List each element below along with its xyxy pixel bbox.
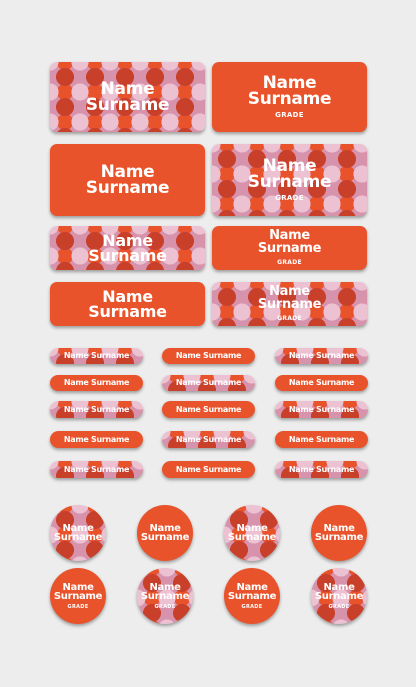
slim-label-22 — [162, 461, 255, 478]
label-surname: Surname — [53, 591, 103, 602]
label-name: Name — [149, 581, 181, 593]
label-name: Name — [100, 161, 155, 182]
name-label-1 — [50, 62, 205, 132]
slim-label-18 — [50, 431, 143, 448]
slim-label-10 — [162, 348, 255, 364]
label-surname: Surname — [314, 532, 364, 543]
label-name: Name — [236, 522, 268, 534]
label-full-name: Name Surname — [288, 378, 355, 388]
label-name: Name — [323, 522, 355, 534]
label-surname: Surname — [85, 178, 170, 198]
label-grade: GRADE — [328, 603, 350, 610]
label-full-name: Name Surname — [63, 464, 130, 474]
label-full-name: Name Surname — [175, 351, 242, 361]
label-grade: GRADE — [241, 603, 263, 610]
slim-label-16 — [162, 401, 255, 418]
label-full-name: Name Surname — [288, 351, 355, 361]
label-name: Name — [323, 581, 355, 593]
slim-label-17 — [275, 401, 368, 418]
slim-label-20 — [275, 431, 368, 448]
label-surname: Surname — [314, 591, 364, 602]
name-label-3 — [50, 144, 205, 216]
slim-label-19 — [162, 431, 255, 448]
label-name: Name — [62, 581, 94, 593]
round-label-31 — [311, 568, 367, 624]
label-name: Name — [269, 228, 310, 244]
round-label-28 — [50, 568, 106, 624]
slim-label-15 — [50, 401, 143, 418]
name-label-8 — [212, 282, 367, 326]
label-full-name: Name Surname — [175, 378, 242, 388]
round-label-24 — [50, 505, 106, 561]
label-surname: Surname — [88, 302, 167, 321]
name-label-2 — [212, 62, 367, 132]
round-label-30 — [224, 568, 280, 624]
label-full-name: Name Surname — [63, 434, 130, 444]
name-label-5 — [50, 226, 205, 270]
label-surname: Surname — [85, 95, 170, 115]
label-full-name: Name Surname — [63, 351, 130, 361]
label-grade: GRADE — [154, 603, 176, 610]
label-full-name: Name Surname — [63, 378, 130, 388]
label-grade: GRADE — [275, 111, 304, 120]
label-surname: Surname — [88, 246, 167, 265]
label-full-name: Name Surname — [288, 434, 355, 444]
label-full-name: Name Surname — [175, 404, 242, 414]
label-grade: GRADE — [277, 258, 302, 266]
label-grade: GRADE — [275, 194, 304, 203]
slim-label-13 — [162, 375, 255, 391]
label-name: Name — [236, 581, 268, 593]
round-label-26 — [224, 505, 280, 561]
slim-label-9 — [50, 348, 143, 364]
slim-label-21 — [50, 461, 143, 478]
slim-label-12 — [50, 375, 143, 391]
label-surname: Surname — [227, 532, 277, 543]
slim-label-23 — [275, 461, 368, 478]
label-name: Name — [102, 286, 153, 306]
label-surname: Surname — [247, 89, 332, 109]
label-name: Name — [269, 284, 310, 300]
label-surname: Surname — [227, 591, 277, 602]
label-surname: Surname — [140, 591, 190, 602]
label-full-name: Name Surname — [63, 404, 130, 414]
round-label-25 — [137, 505, 193, 561]
name-label-6 — [212, 226, 367, 270]
label-full-name: Name Surname — [175, 464, 242, 474]
slim-label-11 — [275, 348, 368, 364]
label-surname: Surname — [257, 296, 322, 312]
name-label-7 — [50, 282, 205, 326]
label-full-name: Name Surname — [288, 464, 355, 474]
label-surname: Surname — [257, 240, 322, 256]
label-name: Name — [102, 230, 153, 250]
name-label-4 — [212, 144, 367, 216]
round-label-29 — [137, 568, 193, 624]
label-full-name: Name Surname — [288, 404, 355, 414]
label-name: Name — [262, 155, 317, 176]
round-label-27 — [311, 505, 367, 561]
label-full-name: Name Surname — [175, 434, 242, 444]
label-grade: GRADE — [67, 603, 89, 610]
label-grade: GRADE — [277, 314, 302, 322]
label-surname: Surname — [53, 532, 103, 543]
label-surname: Surname — [140, 532, 190, 543]
label-name: Name — [62, 522, 94, 534]
slim-label-14 — [275, 375, 368, 391]
label-name: Name — [100, 78, 155, 99]
label-surname: Surname — [247, 172, 332, 192]
label-name: Name — [149, 522, 181, 534]
label-name: Name — [262, 72, 317, 93]
